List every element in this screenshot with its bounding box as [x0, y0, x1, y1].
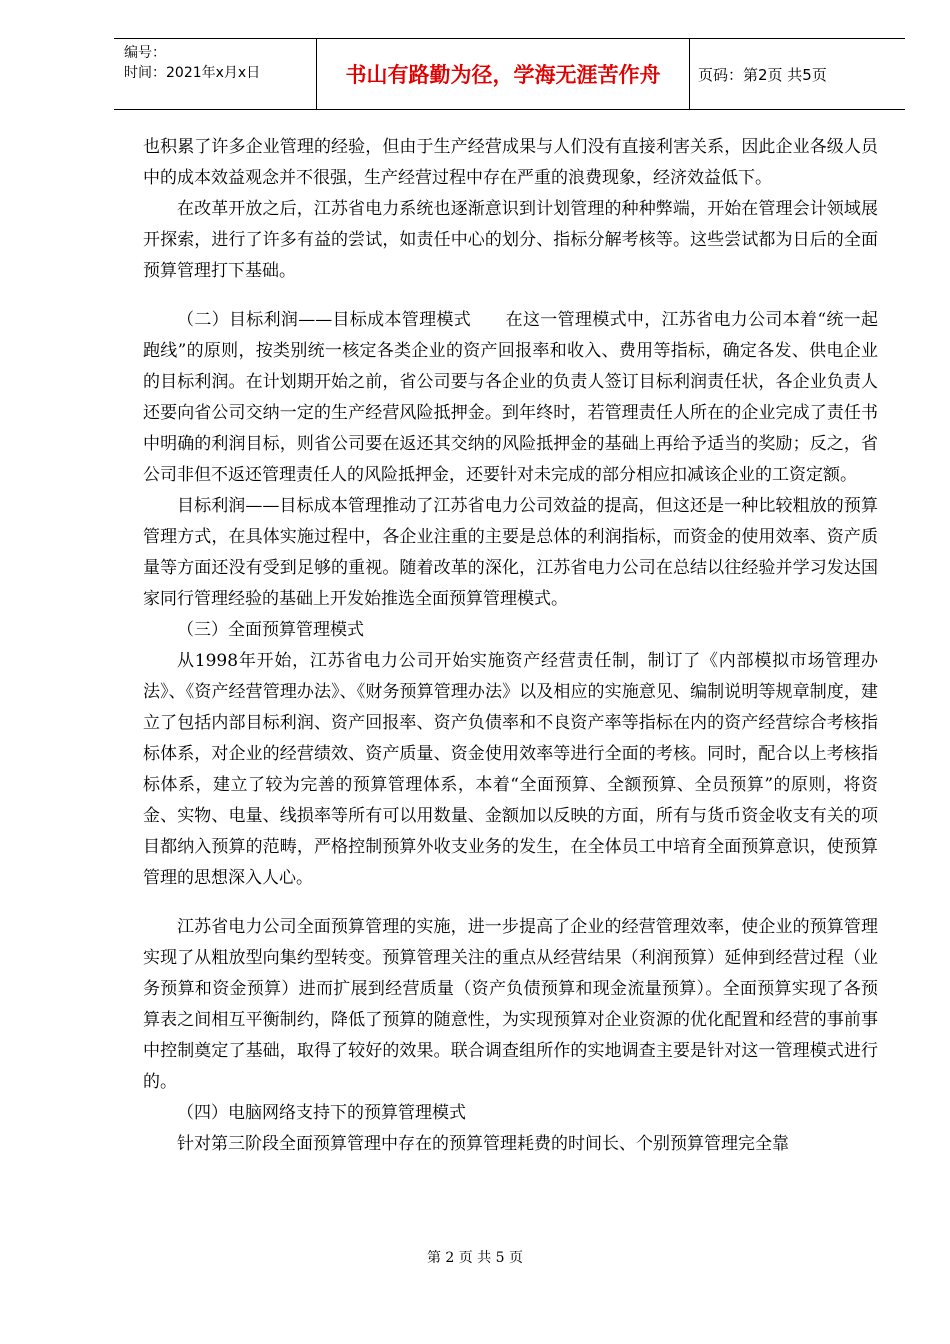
paragraph: 在改革开放之后，江苏省电力系统也逐渐意识到计划管理的种种弊端，开始在管理会计领域展开探索，进行了许多有益的尝试，如责任中心的划分、指标分解考核等。这些尝试都为日后的全面预算管理打下基础。 [143, 199, 878, 281]
paragraph: 从1998年开始，江苏省电力公司开始实施资产经营责任制，制订了《内部模拟市场管理办法》、《资产经营管理办法》、《财务预算管理办法》以及相应的实施意见、编制说明等规章制度，建立了包括内部目标利润、资产回报率、资产负债率和不良资产率等指标在内的资产经营综合考核指标体系，对企业的经营绩效、资产质量、资金使用效率等进行全面的考核。同时，配合以上考核指标体系，建立了较为完善的预算管理体系，本着“全面预算、全额预算、全员预算”的原则，将资金、实物、电量、线损率等所有可以用数量、金额加以反映的方面，所有与货币资金收支有关的项目都纳入预算的范畴，严格控制预算外收支业务的发生，在全体员工中培育全面预算意识，使预算管理的思想深入人心。 [143, 651, 878, 888]
page-footer: 第 2 页 共 5 页 [426, 1250, 524, 1266]
paragraph: 江苏省电力公司全面预算管理的实施，进一步提高了企业的经营管理效率，使企业的预算管理实现了从粗放型向集约型转变。预算管理关注的重点从经营结果（利润预算）延伸到经营过程（业务预算和资金预算）进而扩展到经营质量（资产负债预算和现金流量预算）。全面预算实现了各预算表之间相互平衡制约，降低了预算的随意性，为实现预算对企业资源的优化配置和经营的事前事中控制奠定了基础，取得了较好的效果。联合调查组所作的实地调查主要是针对这一管理模式进行的。 [143, 917, 878, 1092]
paragraph: 针对第三阶段全面预算管理中存在的预算管理耗费的时间长、个别预算管理完全靠 [177, 1134, 789, 1154]
document-number-label: 编号： [124, 45, 166, 61]
header-motto: 书山有路勤为径，学海无涯苦作舟 [316, 39, 690, 109]
document-body [143, 132, 878, 1160]
paragraph: 也积累了许多企业管理的经验，但由于生产经营成果与人们没有直接利害关系，因此企业各级人员中的成本效益观念并不很强，生产经营过程中存在严重的浪费现象，经济效益低下。 [143, 137, 878, 188]
paragraph: 目标利润——目标成本管理推动了江苏省电力公司效益的提高，但这还是一种比较粗放的预算管理方式，在具体实施过程中，各企业注重的主要是总体的利润指标，而资金的使用效率、资产质量等方面还没有受到足够的重视。随着改革的深化，江苏省电力公司在总结以往经验并学习发达国家同行管理经验的基础上开发始推选全面预算管理模式。 [143, 496, 878, 609]
section-heading: （四）电脑网络支持下的预算管理模式 [177, 1103, 466, 1123]
header-meta [114, 39, 316, 109]
section-heading: （三）全面预算管理模式 [177, 620, 364, 640]
document-time-label: 时间：2021年x月x日 [124, 65, 261, 81]
paragraph: （二）目标利润——目标成本管理模式 在这一管理模式中，江苏省电力公司本着“统一起跑线”的原则，按类别统一核定各类企业的资产回报率和收入、费用等指标，确定各发、供电企业的目标利润。在计划期开始之前，省公司要与各企业的负责人签订目标利润责任状，各企业负责人还要向省公司交纳一定的生产经营风险抵押金。到年终时，若管理责任人所在的企业完成了责任书中明确的利润目标，则省公司要在返还其交纳的风险抵押金的基础上再给予适当的奖励；反之，省公司非但不返还管理责任人的风险抵押金，还要针对未完成的部分相应扣减该企业的工资定额。 [143, 310, 878, 485]
header-page-label: 页码：第2页 共5页 [698, 65, 827, 84]
page-header [114, 38, 905, 110]
